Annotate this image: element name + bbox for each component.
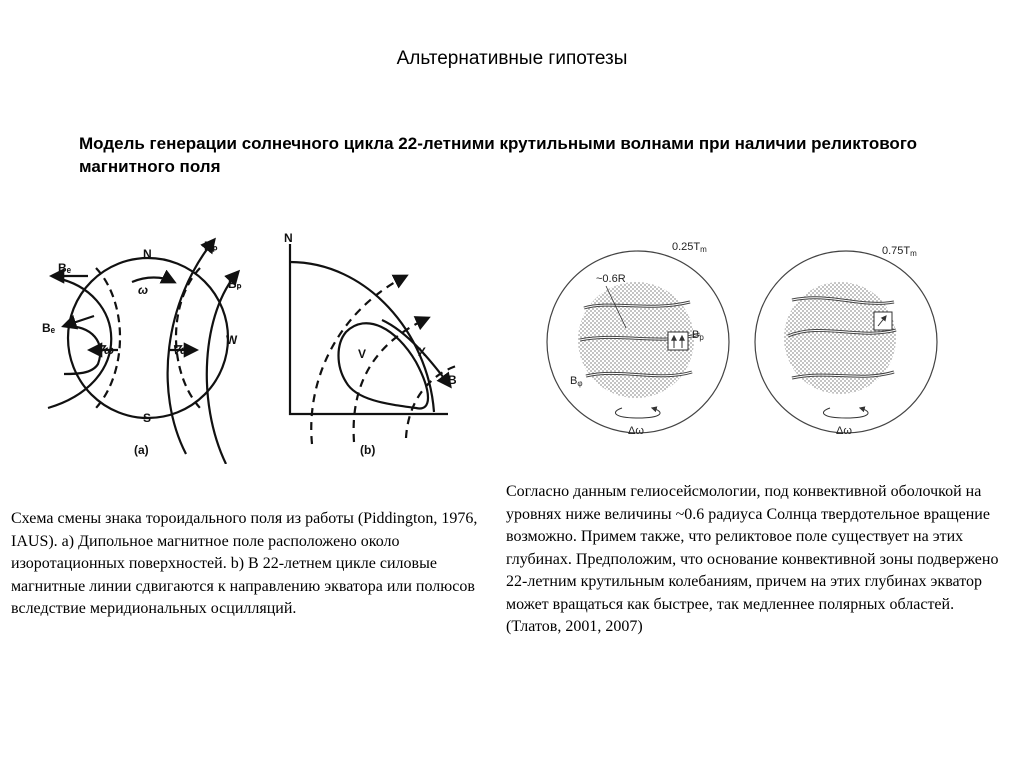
panel-b-label: (b) bbox=[360, 443, 376, 457]
bphi-label: B bbox=[570, 375, 578, 387]
panel-a-bp-top: Bₚ bbox=[204, 239, 218, 253]
relic-field-figure bbox=[540, 236, 1000, 436]
delta-omega-1: Δω bbox=[628, 425, 644, 436]
slide-subtitle: Модель генерации солнечного цикла 22-летними крутильными волнами при наличии реликтового магнитного поля bbox=[79, 134, 918, 176]
panel-a-label: (a) bbox=[134, 443, 149, 457]
panel-b-x: X bbox=[418, 345, 427, 359]
bphi-sub: φ bbox=[577, 379, 583, 388]
panel-b-diagram bbox=[290, 244, 456, 444]
delta-omega-2: Δω bbox=[836, 425, 852, 436]
svg-text:0.25Tm bbox=[672, 241, 707, 254]
piddington-figure bbox=[36, 232, 456, 464]
bp-label: B bbox=[692, 329, 700, 341]
panel-a-west: W bbox=[226, 333, 238, 347]
panel-a-omega: ω bbox=[138, 283, 149, 297]
panel-a-be-top: Bₑ bbox=[58, 261, 72, 275]
panel-a-south: S bbox=[143, 411, 152, 425]
panel-a-grad-omega-left: ∇ω bbox=[96, 343, 115, 357]
panel-a-bp-right: Bₚ bbox=[228, 277, 242, 291]
panel-b-b: B bbox=[448, 373, 456, 387]
panel-b-north: N bbox=[284, 232, 293, 245]
bp-sub: p bbox=[699, 333, 704, 342]
panel-a-diagram bbox=[48, 240, 238, 464]
radius-label: ~0.6R bbox=[596, 273, 626, 285]
sphere1-time: 0.25T bbox=[672, 241, 701, 253]
panel-a-be-left: Bₑ bbox=[42, 321, 56, 335]
panel-a-north: N bbox=[143, 247, 152, 261]
panel-a-grad-omega-right: ∇ω bbox=[172, 343, 191, 357]
slide-title: Альтернативные гипотезы bbox=[396, 48, 628, 69]
caption-right: Согласно данным гелиосейсмологии, под конвективной оболочкой на уровнях ниже величины ~0.6 радиуса Солнца твердотельное вращение возможно. Примем также, что реликтовое поле существует на этих глубинах. Предположим, что основание конвективной зоны подвержено 22-летним крутильным колебаниям, причем на этих глубинах экватор может вращаться как быстрее, так медленнее полярных областей. (Тлатов, 2001, 2007) bbox=[506, 483, 999, 635]
caption-left: Схема смены знака тороидального поля из работы (Piddington, 1976, IAUS). a) Дипольное магнитное поле расположено около изоротационных поверхностей. b) В 22-летнем цикле силовые магнитные линии сдвигаются к направлению экватора или полюсов вследствие меридиональных осцилляций. bbox=[11, 510, 478, 617]
sphere-panel-1 bbox=[547, 251, 729, 433]
sphere1-time-sub: m bbox=[700, 245, 707, 254]
sphere2-time-sub: m bbox=[910, 249, 917, 258]
svg-text:0.75Tm bbox=[882, 245, 917, 258]
sphere-panel-2 bbox=[755, 251, 937, 433]
sphere2-time: 0.75T bbox=[882, 245, 911, 257]
panel-b-v: V bbox=[358, 347, 367, 361]
